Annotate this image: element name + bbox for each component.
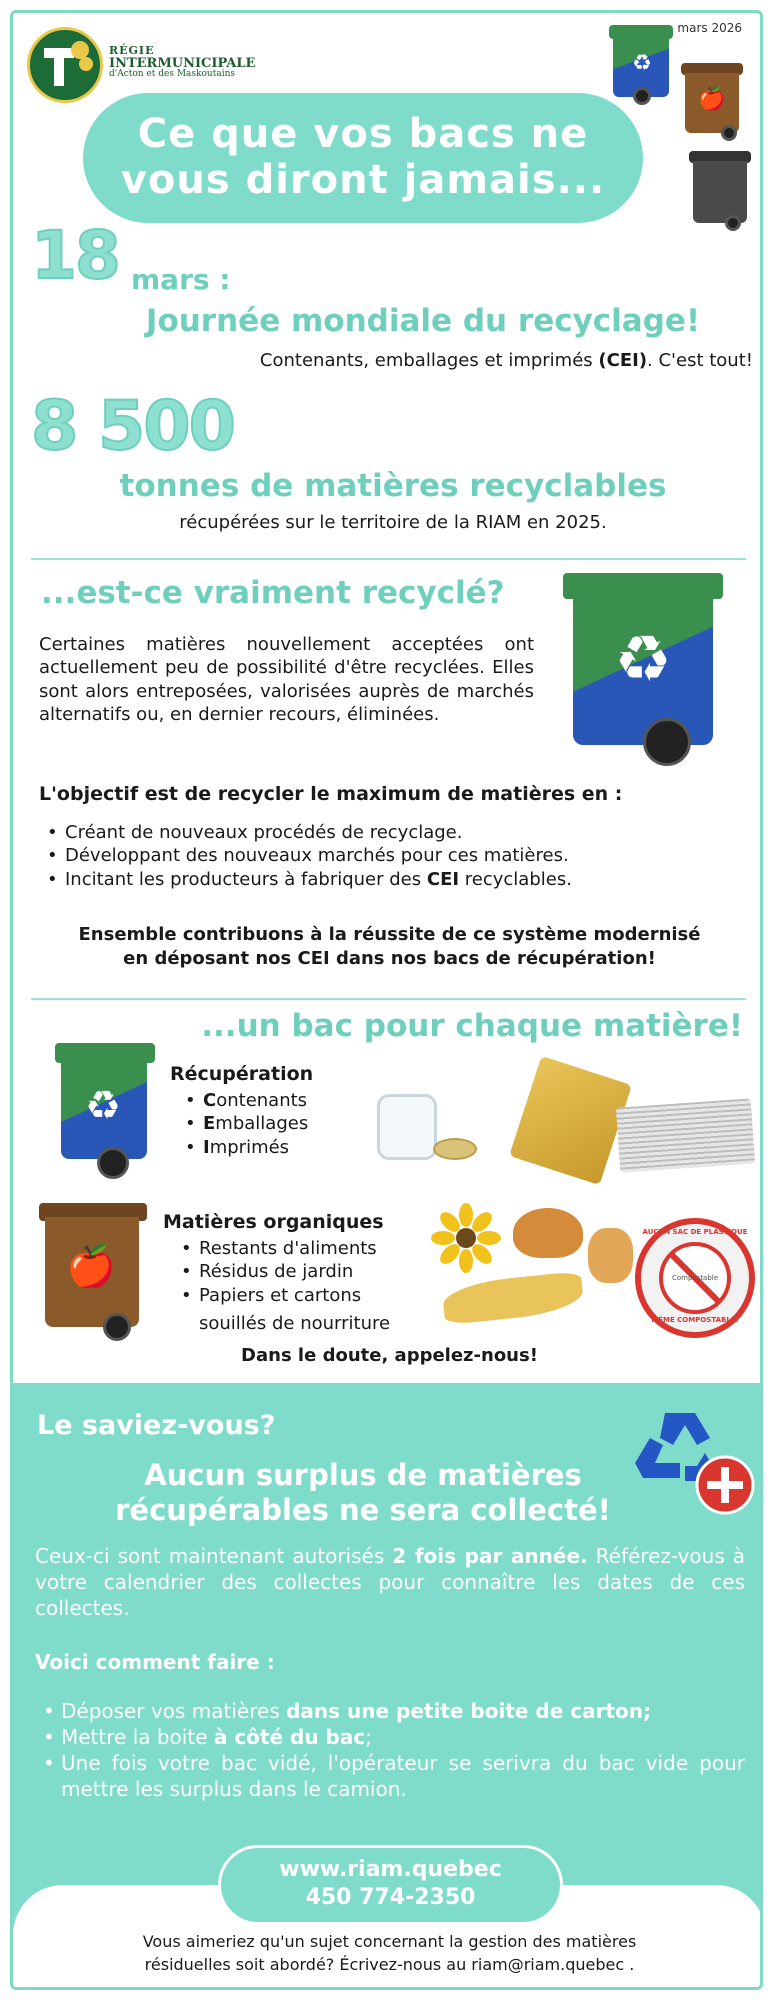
- org-item: • Résidus de jardin: [177, 1260, 377, 1283]
- footer-line1: Vous aimeriez qu'un sujet concernant la gestion des matières: [142, 1932, 637, 1951]
- badge-center-text: Compostable: [671, 1274, 719, 1282]
- flower-image: [431, 1203, 501, 1273]
- howto-item: • Déposer vos matières dans une petite boite de carton;: [39, 1698, 745, 1724]
- together-message: [33, 923, 746, 972]
- divider-2: [31, 998, 746, 1000]
- logo-text: [109, 45, 255, 80]
- objective-item: • Créant de nouveaux procédés de recyclage.: [43, 821, 743, 844]
- newspapers-image: [616, 1098, 755, 1172]
- objective-item-bold: CEI: [426, 868, 460, 890]
- objective-item-pre: Incitant les producteurs à fabriquer des: [65, 868, 427, 890]
- stat2-headline: tonnes de matières recyclables: [119, 468, 667, 504]
- know-heading: Le saviez-vous?: [37, 1410, 276, 1441]
- divider-1: [31, 558, 746, 560]
- recup-title: Récupération: [170, 1063, 314, 1085]
- recup-item: • Emballages: [181, 1112, 308, 1135]
- infographic-frame: [10, 10, 763, 1990]
- org-list: [177, 1237, 377, 1307]
- footer-text: [13, 1930, 763, 1976]
- objective-item: [43, 868, 743, 891]
- logo-line3: d'Acton et des Maskoutains: [109, 69, 235, 80]
- garbage-bin-small-icon: [689, 151, 755, 233]
- stat1-sub-pre: Contenants, emballages et imprimés: [259, 350, 599, 371]
- stat1-headline: Journée mondiale du recyclage!: [145, 303, 701, 339]
- org-item-continued: souillés de nourriture: [199, 1313, 391, 1334]
- logo-emblem-icon: [27, 27, 103, 103]
- badge-bottom-text: MÊME COMPOSTABLE!: [651, 1316, 739, 1324]
- org-item: • Restants d'aliments: [177, 1237, 377, 1260]
- org-item: • Papiers et cartons: [177, 1284, 377, 1307]
- howto-heading: Voici comment faire :: [35, 1650, 275, 1674]
- howto-item: • Une fois votre bac vidé, l'opérateur se serivra du bac vide pour mettre les surplus dans le camion.: [39, 1750, 745, 1802]
- recycled-heading: ...est-ce vraiment recyclé?: [41, 575, 505, 611]
- banana-peel-image: [441, 1271, 584, 1325]
- recup-list: [181, 1089, 308, 1159]
- know-headline-line2: récupérables ne sera collecté!: [115, 1492, 611, 1527]
- howto-item: • Mettre la boite à côté du bac;: [39, 1724, 745, 1750]
- recycled-paragraph: Certaines matières nouvellement acceptées ont actuellement peu de possibilité d'être recyclées. Elles sont alors entreposées, valorisées auprès de marchés alternatifs ou, en dernier recours, éliminées.: [39, 634, 534, 726]
- recup-item: • Imprimés: [181, 1136, 308, 1159]
- riam-logo: [27, 23, 256, 103]
- bread-crust-image: [588, 1228, 633, 1283]
- issue-date: mars 2026: [677, 21, 742, 35]
- stat1-month: mars :: [131, 263, 231, 296]
- together-line2: en déposant nos CEI dans nos bacs de récupération!: [123, 948, 656, 970]
- no-plastic-bag-badge: [635, 1218, 755, 1338]
- website-link[interactable]: www.riam.quebec: [279, 1857, 502, 1882]
- logo-line2: INTERMUNICIPALE: [109, 55, 256, 71]
- know-paragraph: Ceux-ci sont maintenant autorisés 2 fois par année. Référez-vous à votre calendrier des collectes pour connaître les dates de ces collectes.: [35, 1544, 746, 1620]
- title-line1: Ce que vos bacs ne: [137, 111, 589, 157]
- objective-item: • Développant des nouveaux marchés pour ces matières.: [43, 844, 743, 867]
- recycling-bin-small-icon: ♻: [607, 25, 677, 105]
- org-title: Matières organiques: [163, 1211, 384, 1233]
- badge-top-text: AUCUN SAC DE PLASTIQUE: [642, 1228, 748, 1236]
- howto-list: [39, 1698, 745, 1802]
- objective-item-post: recyclables.: [459, 868, 572, 890]
- doubt-call-us: Dans le doute, appelez-nous!: [241, 1345, 538, 1366]
- compost-bin-medium-icon: 🍎: [33, 1203, 153, 1343]
- stat2-subtext: récupérées sur le territoire de la RIAM en 2025.: [179, 512, 607, 533]
- chip-bag-image: [509, 1056, 632, 1185]
- recup-item: • Contenants: [181, 1089, 308, 1112]
- title-line2: vous diront jamais...: [120, 157, 606, 203]
- stat1-sub-post: . C'est tout!: [647, 350, 753, 371]
- compost-bin-small-icon: 🍎: [681, 63, 747, 143]
- recycling-bin-large-icon: ♻: [563, 573, 728, 768]
- know-headline: [73, 1458, 653, 1528]
- stat1-sub-bold: (CEI): [598, 350, 648, 371]
- objective-list: [43, 821, 743, 891]
- stat1-subtext: [73, 349, 753, 372]
- together-line1: Ensemble contribuons à la réussite de ce système modernisé: [78, 924, 701, 945]
- recycled-objective: L'objectif est de recycler le maximum de matières en :: [39, 783, 623, 805]
- footer-line2: résiduelles soit abordé? Écrivez-nous au riam@riam.quebec .: [144, 1955, 635, 1975]
- recycling-bin-medium-icon: ♻: [47, 1043, 157, 1183]
- bins-heading: ...un bac pour chaque matière!: [201, 1008, 743, 1044]
- contact-pill: [218, 1845, 563, 1925]
- main-title: [83, 93, 643, 223]
- know-headline-line1: Aucun surplus de matières: [144, 1458, 582, 1492]
- logo-line1: RÉGIE: [109, 44, 155, 57]
- croissant-image: [513, 1208, 583, 1258]
- stat2-number: 8 500: [31, 387, 234, 466]
- stat1-number: 18: [31, 217, 119, 294]
- glass-jar-image: [371, 1088, 451, 1163]
- phone-number[interactable]: 450 774-2350: [305, 1884, 476, 1910]
